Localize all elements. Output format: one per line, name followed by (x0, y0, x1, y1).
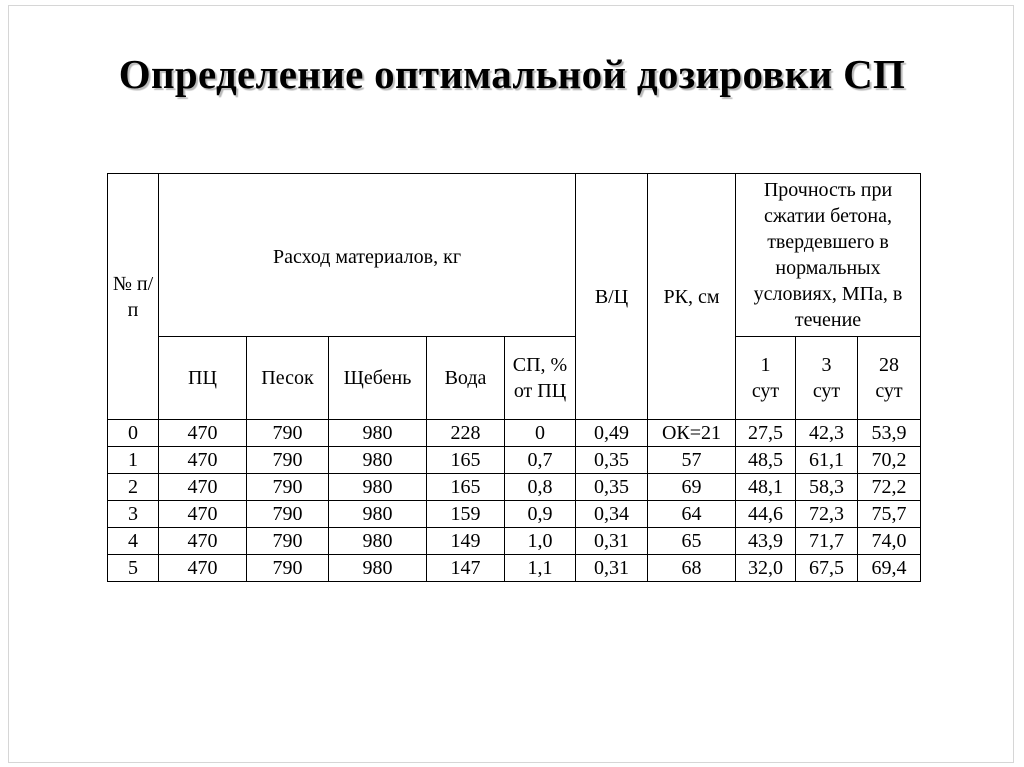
cell: 75,7 (858, 501, 921, 528)
cell: 72,3 (796, 501, 858, 528)
cell: 470 (159, 474, 247, 501)
cell: 67,5 (796, 555, 858, 582)
cell: 65 (648, 528, 736, 555)
cell: 58,3 (796, 474, 858, 501)
cell: 470 (159, 528, 247, 555)
cell: 42,3 (796, 420, 858, 447)
header-num: № п/п (108, 174, 159, 420)
cell: 69,4 (858, 555, 921, 582)
cell: 0,7 (505, 447, 576, 474)
header-sp: СП, % от ПЦ (505, 337, 576, 420)
header-consumption: Расход материалов, кг (159, 174, 576, 337)
cell: 980 (329, 447, 427, 474)
table-row (108, 447, 921, 474)
header-rk: РК, см (648, 174, 736, 420)
cell: 1,1 (505, 555, 576, 582)
cell: 470 (159, 447, 247, 474)
cell: 790 (247, 447, 329, 474)
cell: 44,6 (736, 501, 796, 528)
cell: 2 (108, 474, 159, 501)
cell: 980 (329, 501, 427, 528)
slide-title: Определение оптимальной дозировки СП (118, 51, 906, 97)
cell: 68 (648, 555, 736, 582)
cell: 228 (427, 420, 505, 447)
table-row (108, 555, 921, 582)
cell: 149 (427, 528, 505, 555)
header-pc: ПЦ (159, 337, 247, 420)
cell: 0,35 (576, 474, 648, 501)
cell: 1,0 (505, 528, 576, 555)
header-row-sub (108, 337, 921, 420)
cell: 0,8 (505, 474, 576, 501)
header-sand: Песок (247, 337, 329, 420)
cell: 0 (108, 420, 159, 447)
cell: 980 (329, 474, 427, 501)
cell: 147 (427, 555, 505, 582)
cell: 1 (108, 447, 159, 474)
header-row-top (108, 174, 921, 337)
cell: 980 (329, 555, 427, 582)
header-day1: 1 сут (736, 337, 796, 420)
cell: 790 (247, 420, 329, 447)
cell: 159 (427, 501, 505, 528)
cell: 0,35 (576, 447, 648, 474)
cell: 470 (159, 501, 247, 528)
cell: 27,5 (736, 420, 796, 447)
cell: 4 (108, 528, 159, 555)
cell: 71,7 (796, 528, 858, 555)
header-water: Вода (427, 337, 505, 420)
cell: 5 (108, 555, 159, 582)
table-row (108, 420, 921, 447)
cell: 470 (159, 555, 247, 582)
cell: 0,31 (576, 528, 648, 555)
dosage-table (107, 173, 921, 582)
header-strength: Прочность при сжатии бетона, твердевшего в нормальных условиях, МПа, в течение (736, 174, 921, 337)
header-wc: В/Ц (576, 174, 648, 420)
table-row (108, 474, 921, 501)
header-gravel: Щебень (329, 337, 427, 420)
cell: 48,5 (736, 447, 796, 474)
cell: 470 (159, 420, 247, 447)
cell: 64 (648, 501, 736, 528)
cell: ОК=21 (648, 420, 736, 447)
cell: 43,9 (736, 528, 796, 555)
header-day3: 3 сут (796, 337, 858, 420)
cell: 61,1 (796, 447, 858, 474)
cell: 980 (329, 420, 427, 447)
cell: 0 (505, 420, 576, 447)
cell: 74,0 (858, 528, 921, 555)
cell: 0,34 (576, 501, 648, 528)
cell: 165 (427, 447, 505, 474)
cell: 165 (427, 474, 505, 501)
cell: 72,2 (858, 474, 921, 501)
cell: 0,49 (576, 420, 648, 447)
cell: 790 (247, 528, 329, 555)
header-day28: 28 сут (858, 337, 921, 420)
cell: 790 (247, 501, 329, 528)
cell: 0,9 (505, 501, 576, 528)
cell: 3 (108, 501, 159, 528)
table-row (108, 528, 921, 555)
cell: 53,9 (858, 420, 921, 447)
cell: 790 (247, 555, 329, 582)
cell: 48,1 (736, 474, 796, 501)
table-row (108, 501, 921, 528)
cell: 70,2 (858, 447, 921, 474)
cell: 980 (329, 528, 427, 555)
cell: 57 (648, 447, 736, 474)
cell: 69 (648, 474, 736, 501)
cell: 0,31 (576, 555, 648, 582)
cell: 32,0 (736, 555, 796, 582)
cell: 790 (247, 474, 329, 501)
